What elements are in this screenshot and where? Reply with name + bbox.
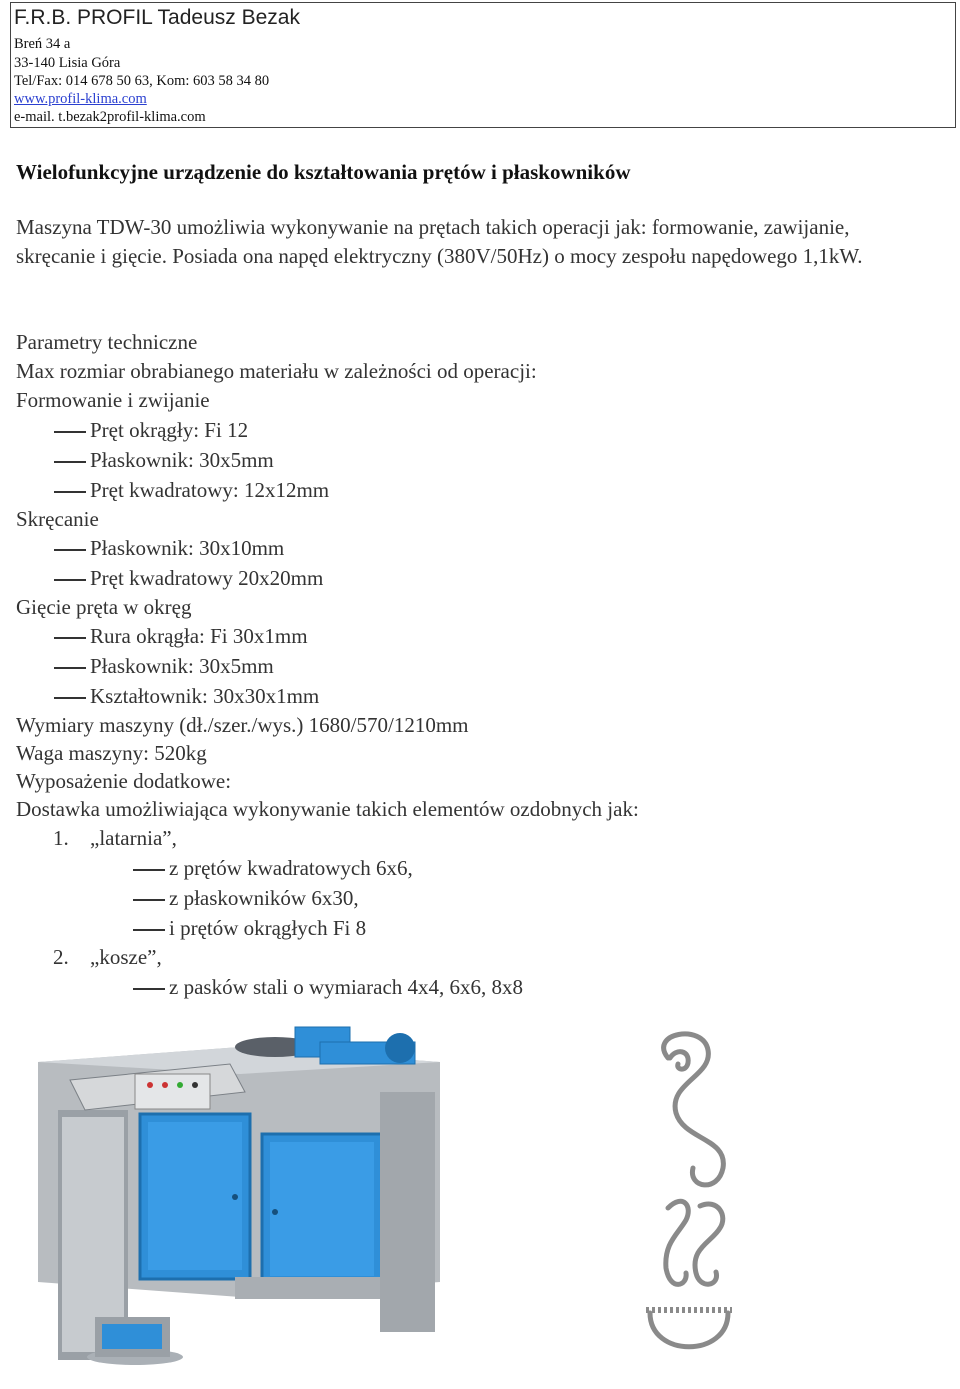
twisting-item: Płaskownik: 30x10mm — [90, 536, 285, 560]
dash-icon — [54, 549, 86, 551]
dimensions-line: Wymiary maszyny (dł./szer./wys.) 1680/570/1210mm — [16, 713, 469, 737]
email-line: e-mail. t.bezak2profil-klima.com — [14, 109, 206, 125]
document-title: Wielofunkcyjne urządzenie do kształtowania prętów i płaskowników — [16, 160, 631, 184]
company-name: F.R.B. PROFIL Tadeusz Bezak — [14, 6, 300, 29]
dash-icon — [54, 579, 86, 581]
forming-item: Płaskownik: 30x5mm — [90, 448, 274, 472]
dash-icon — [54, 667, 86, 669]
weight-line: Waga maszyny: 520kg — [16, 741, 207, 765]
dash-icon — [133, 988, 165, 990]
ornament-samples-image — [628, 1028, 748, 1373]
machine-photo — [30, 1022, 450, 1367]
bending-label: Gięcie pręta w okręg — [16, 595, 192, 619]
list-number: 2. — [53, 945, 69, 969]
list-label-latarnia: „latarnia”, — [90, 826, 177, 850]
dash-icon — [133, 929, 165, 931]
twisting-label: Skręcanie — [16, 507, 99, 531]
bending-item: Rura okrągła: Fi 30x1mm — [90, 624, 308, 648]
twisting-item: Pręt kwadratowy 20x20mm — [90, 566, 324, 590]
attachment-line: Dostawka umożliwiająca wykonywanie takich elementów ozdobnych jak: — [16, 797, 639, 821]
address-street: Breń 34 a — [14, 36, 71, 52]
specs-heading: Parametry techniczne — [16, 330, 198, 354]
max-size-line: Max rozmiar obrabianego materiału w zależności od operacji: — [16, 359, 537, 383]
forming-item: Pręt kwadratowy: 12x12mm — [90, 478, 330, 502]
equipment-line: Wyposażenie dodatkowe: — [16, 769, 232, 793]
dash-icon — [54, 461, 86, 463]
address-city: 33-140 Lisia Góra — [14, 55, 121, 71]
dash-icon — [54, 697, 86, 699]
forming-label: Formowanie i zwijanie — [16, 388, 210, 412]
list-number: 1. — [53, 826, 69, 850]
list-label-kosze: „kosze”, — [90, 945, 162, 969]
dash-icon — [54, 491, 86, 493]
intro-paragraph: Maszyna TDW-30 umożliwia wykonywanie na prętach takich operacji jak: formowanie, zawijanie, skręcanie i gięcie. Posiada ona napęd elektryczny (380V/50Hz) o mocy zespołu napędowego 1,1kW. — [16, 215, 863, 268]
website-link[interactable]: www.profil-klima.com — [14, 91, 147, 107]
latarnia-item: i prętów okrągłych Fi 8 — [169, 916, 367, 940]
forming-item: Pręt okrągły: Fi 12 — [90, 418, 249, 442]
bending-item: Płaskownik: 30x5mm — [90, 654, 274, 678]
phone-line: Tel/Fax: 014 678 50 63, Kom: 603 58 34 80 — [14, 73, 270, 89]
bending-item: Kształtownik: 30x30x1mm — [90, 684, 320, 708]
latarnia-item: z płaskowników 6x30, — [169, 886, 359, 910]
dash-icon — [133, 869, 165, 871]
dash-icon — [54, 431, 86, 433]
latarnia-item: z prętów kwadratowych 6x6, — [169, 856, 413, 880]
dash-icon — [133, 899, 165, 901]
kosze-item: z pasków stali o wymiarach 4x4, 6x6, 8x8 — [169, 975, 524, 999]
dash-icon — [54, 637, 86, 639]
